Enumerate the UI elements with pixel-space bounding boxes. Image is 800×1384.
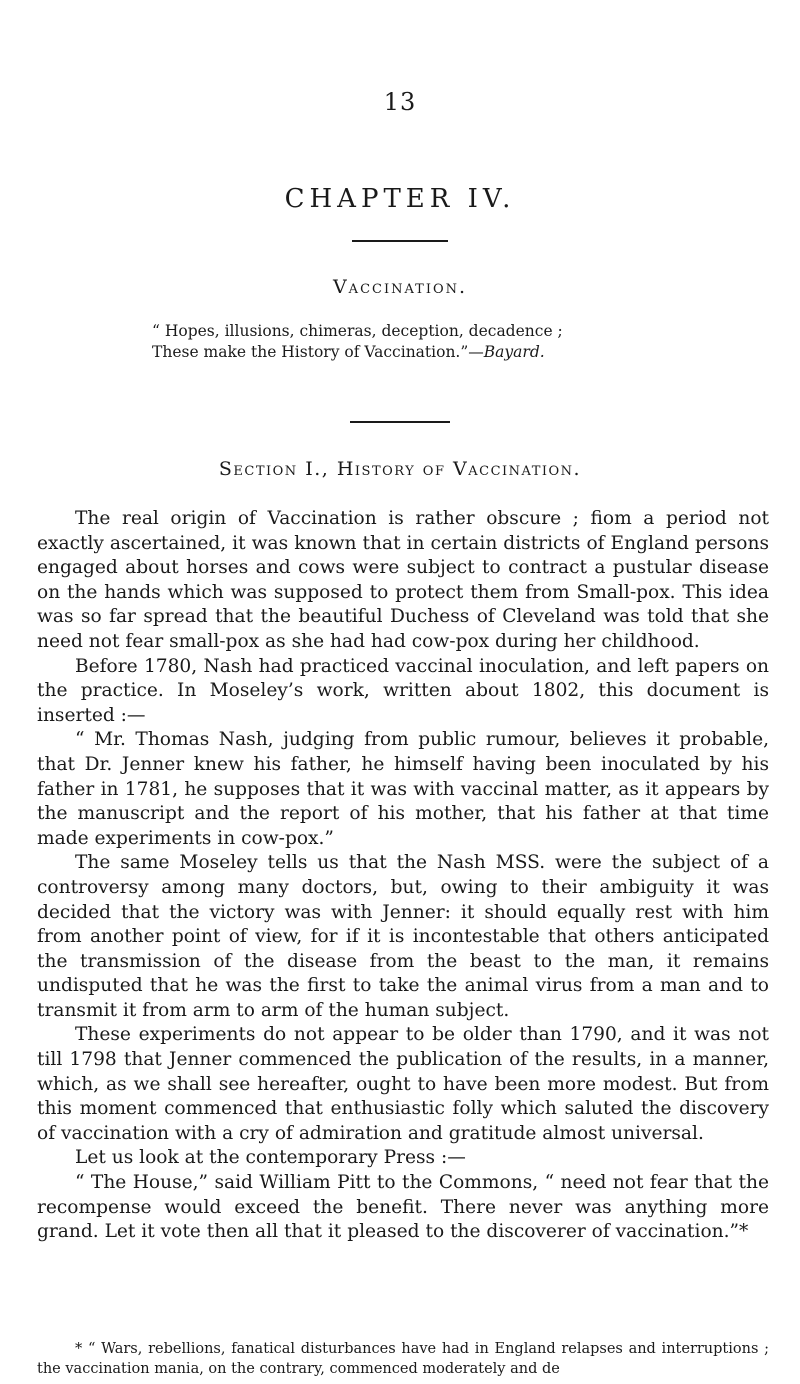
epigraph-text: These make the History of Vaccination.”— [152, 343, 484, 361]
epigraph-line-2 [152, 342, 752, 363]
section-rule [350, 421, 450, 423]
paragraph: The real origin of Vaccination is rather obscure ; fiom a period not exactly ascertained, it was known that in certain districts of England persons engaged about horses and cows were subject to contract a pustular disease on the hands which was supposed to protect them from Small-pox. This idea was so far spread that the beautiful Duchess of Cleveland was told that she need not fear small-pox as she had had cow-pox during her childhood. [37, 508, 769, 652]
footnote [37, 1339, 769, 1379]
chapter-title: CHAPTER IV. [284, 184, 516, 214]
paragraph: Let us look at the contemporary Press :— [75, 1147, 466, 1169]
section-heading: Section I., History of Vaccination. [218, 458, 582, 480]
paragraph: “ Mr. Thomas Nash, judging from public rumour, believes it probable, that Dr. Jenner knew his father, he himself having been inoculated by his father in 1781, he supposes that it was with vaccinal matter, as it appears by the manuscript and the report of his mother, that his father at that time made experiments in cow-pox.” [37, 729, 769, 849]
body-text [37, 507, 769, 1245]
subject-title: Vaccination. [332, 276, 468, 298]
epigraph-source: Bayard. [483, 343, 545, 361]
epigraph-line-1: “ Hopes, illusions, chimeras, deception, decadence ; [152, 322, 563, 340]
paragraph: “ The House,” said William Pitt to the Commons, “ need not fear that the recompense would exceed the benefit. There never was anything more grand. Let it vote then all that it pleased to the discoverer of vaccination.”* [37, 1172, 769, 1243]
paragraph: Before 1780, Nash had practiced vaccinal inoculation, and left papers on the practice. In Moseley’s work, written about 1802, this document is inserted :— [37, 655, 769, 726]
page-number: 13 [383, 88, 417, 116]
paragraph: These experiments do not appear to be older than 1790, and it was not till 1798 that Jenner commenced the publication of the results, in a manner, which, as we shall see hereafter, ought to have been more modest. But from this moment commenced that enthusiastic folly which saluted the discovery of vaccination with a cry of admiration and gratitude almost universal. [37, 1024, 769, 1144]
epigraph [152, 321, 752, 363]
footnote-text: * “ Wars, rebellions, fanatical disturbances have had in England relapses and interruptions ; the vaccination mania, on the contrary, commenced moderately and de [37, 1341, 769, 1377]
paragraph: The same Moseley tells us that the Nash MSS. were the subject of a controversy among many doctors, but, owing to their ambiguity it was decided that the victory was with Jenner: it should equally rest with him from another point of view, for if it is incontestable that others anticipated the transmission of the disease from the beast to the man, it remains undisputed that he was the first to take the animal virus from a man and to transmit it from arm to arm of the human subject. [37, 852, 769, 1021]
title-rule [352, 240, 448, 242]
